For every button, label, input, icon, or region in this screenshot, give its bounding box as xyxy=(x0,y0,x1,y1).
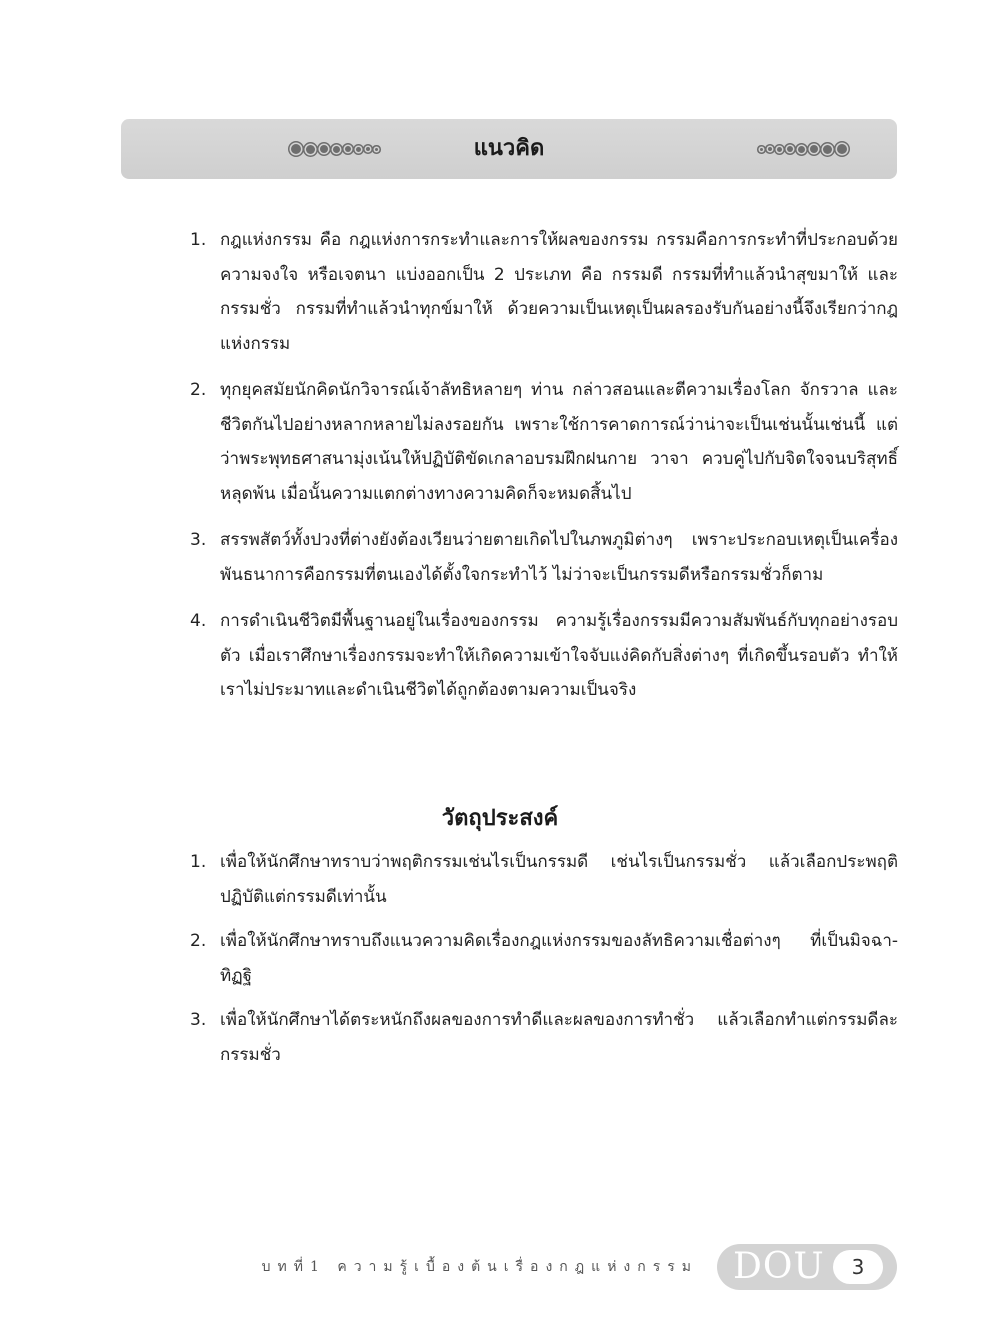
list-item-number: 4. xyxy=(190,611,207,631)
list-item xyxy=(190,604,898,708)
section-title-concepts: แนวคิด xyxy=(473,136,545,161)
list-item-number: 2. xyxy=(190,931,207,951)
list-item-number: 1. xyxy=(190,230,207,250)
list-item-number: 1. xyxy=(190,852,207,872)
list-item xyxy=(190,223,898,361)
decorative-dots-right xyxy=(760,119,847,179)
list-item-text: กฎแห่งกรรม คือ กฎแห่งการกระทำและการให้ผลของกรรม กรรมคือการกระทำที่ประกอบด้วยความจงใจ หรือเจตนา แบ่งออกเป็น 2 ประเภท คือ กรรมดี กรรมที่ทำแล้วนำสุขมาให้ และกรรมชั่ว กรรมที่ทำแล้วนำทุกข์มาให้ ด้วยความเป็นเหตุเป็นผลรองรับกันอย่างนี้จึงเรียกว่ากฎแห่งกรรม xyxy=(220,230,898,354)
list-item xyxy=(190,1003,898,1072)
list-item xyxy=(190,523,898,592)
concepts-list xyxy=(190,223,898,720)
list-item-text: เพื่อให้นักศึกษาทราบถึงแนวความคิดเรื่องกฎแห่งกรรมของลัทธิความเชื่อต่างๆ ที่เป็นมิจฉา-ทิฏฐิ xyxy=(220,931,898,986)
page-number: 3 xyxy=(833,1250,883,1284)
list-item-number: 3. xyxy=(190,530,207,550)
list-item-text: เพื่อให้นักศึกษาทราบว่าพฤติกรรมเช่นไรเป็นกรรมดี เช่นไรเป็นกรรมชั่ว แล้วเลือกประพฤติปฏิบัติแต่กรรมดีเท่านั้น xyxy=(220,852,898,907)
list-item-text: ทุกยุคสมัยนักคิดนักวิจารณ์เจ้าลัทธิหลายๆ ท่าน กล่าวสอนและตีความเรื่องโลก จักรวาล และชีวิตกันไปอย่างหลากหลายไม่ลงรอยกัน เพราะใช้การคาดการณ์ว่าน่าจะเป็นเช่นนั้นเช่นนี้ แต่ว่าพระพุทธศาสนามุ่งเน้นให้ปฏิบัติขัดเกลาอบรมฝึกฝนกาย วาจา ควบคู่ไปกับจิตใจจนบริสุทธิ์หลุดพ้น เมื่อนั้นความแตกต่างทางความคิดก็จะหมดสิ้นไป xyxy=(220,380,898,504)
list-item-text: การดำเนินชีวิตมีพื้นฐานอยู่ในเรื่องของกรรม ความรู้เรื่องกรรมมีความสัมพันธ์กับทุกอย่างรอบตัว เมื่อเราศึกษาเรื่องกรรมจะทำให้เกิดความเข้าใจจับแง่คิดกับสิ่งต่างๆ ที่เกิดขึ้นรอบตัว ทำให้เราไม่ประมาทและดำเนินชีวิตได้ถูกต้องตามความเป็นจริง xyxy=(220,611,898,700)
footer-chapter-title: บทที่1 ความรู้เบื้องต้นเรื่องกฎแห่งกรรม xyxy=(261,1259,698,1275)
section-banner xyxy=(121,119,897,179)
list-item-text: เพื่อให้นักศึกษาได้ตระหนักถึงผลของการทำดีและผลของการทำชั่ว แล้วเลือกทำแต่กรรมดีละกรรมชั่ว xyxy=(220,1010,898,1065)
list-item xyxy=(190,924,898,993)
footer-badge xyxy=(717,1244,897,1290)
list-item-number: 2. xyxy=(190,380,207,400)
list-item xyxy=(190,373,898,511)
objectives-list xyxy=(190,845,898,1082)
list-item-text: สรรพสัตว์ทั้งปวงที่ต่างยังต้องเวียนว่ายตายเกิดไปในภพภูมิต่างๆ เพราะประกอบเหตุเป็นเครื่องพันธนาการคือกรรมที่ตนเองได้ตั้งใจกระทำไว้ ไม่ว่าจะเป็นกรรมดีหรือกรรมชั่วก็ตาม xyxy=(220,530,898,585)
list-item-number: 3. xyxy=(190,1010,207,1030)
dou-logo: DOU xyxy=(733,1246,825,1287)
list-item xyxy=(190,845,898,914)
section-title-objectives: วัตถุประสงค์ xyxy=(441,806,559,831)
